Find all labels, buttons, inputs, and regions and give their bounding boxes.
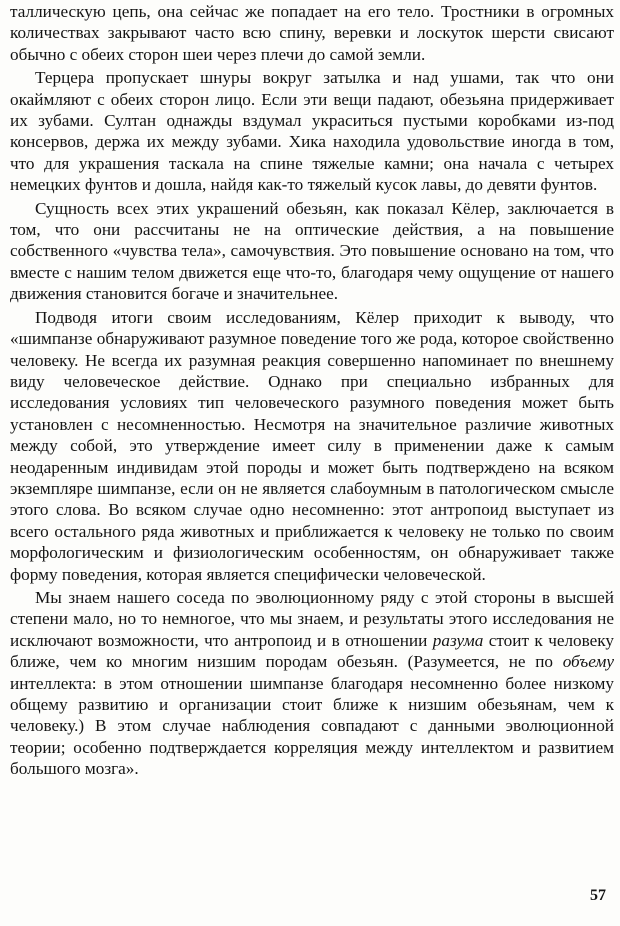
body-text [10, 1, 614, 780]
paragraph-1: таллическую цепь, она сейчас же попадает на его тело. Тростники в огромных количествах закрывают часто всю спину, веревки и лоскуток шерсти свисают обычно с обеих сторон шеи через плечи до самой земли. [10, 2, 614, 64]
paragraph-5-part-2: стоит к человеку ближе, чем ко многим низшим породам обезьян. (Разумеется, не по [10, 630, 614, 672]
paragraph-2: Терцера пропускает шнуры вокруг затылка и над ушами, так что они окаймляют с обеих сторон лицо. Если эти вещи падают, обезьяна придерживает их зубами. Султан однажды вздумал украситься пустыми коробками из-под консервов, держа их между зубами. Хика находила удовольствие иногда в том, что для украшения таскала на спине тяжелые камни; она начала с четырех немецких фунтов и дошла, найдя как-то тяжелый кусок лавы, до девяти фунтов. [10, 68, 614, 195]
italic-word-razuma: разума [432, 630, 484, 650]
paragraph-5-part-1: Мы знаем нашего соседа по эволюционному ряду с этой стороны в высшей степени мало, но то немногое, что мы знаем, и результаты этого исследования не исключают возможности, что антропоид и в отношении [10, 587, 614, 650]
paragraph-5-part-3: интеллекта: в этом отношении шимпанзе благодаря несомненно более низкому общему развитию и организации стоит ближе к низшим обезьянам, чем к человеку.) В этом случае наблюдения совпадают с данными эволюционной теории; особенно подтверждается корреляция между интеллектом и развитием большого мозга». [10, 673, 614, 779]
paragraph-4: Подводя итоги своим исследованиям, Кёлер приходит к выводу, что «шимпанзе обнаруживают разумное поведение того же рода, которое свойственно человеку. Не всегда их разумная реакция совершенно напоминает по внешнему виду человеческое действие. Однако при специально избранных для исследования условиях тип человеческого разумного поведения может быть установлен с несомненностью. Несмотря на значительное различие животных между собой, это утверждение имеет силу в применении даже к самым неодаренным индивидам этой породы и может быть подтверждено на всяком экземпляре шимпанзе, если он не является слабоумным в патологическом смысле этого слова. Во всяком случае одно несомненно: этот антропоид выступает из всего остального ряда животных и приближается к человеку не только по своим морфологическим и физиологическим особенностям, он обнаруживает также форму поведения, которая является специфически человеческой. [10, 307, 614, 584]
page-number: 57 [590, 887, 606, 904]
paragraph-5 [10, 587, 614, 780]
italic-word-obemu: объему [562, 652, 614, 672]
paragraph-3: Сущность всех этих украшений обезьян, как показал Кёлер, заключается в том, что они рассчитаны не на оптические действия, а на повышение собственного «чувства тела», самочувствия. Это повышение основано на том, что вместе с нашим телом движется еще что-то, благодаря чему ощущение от нашего движения становится богаче и значительнее. [10, 198, 614, 304]
